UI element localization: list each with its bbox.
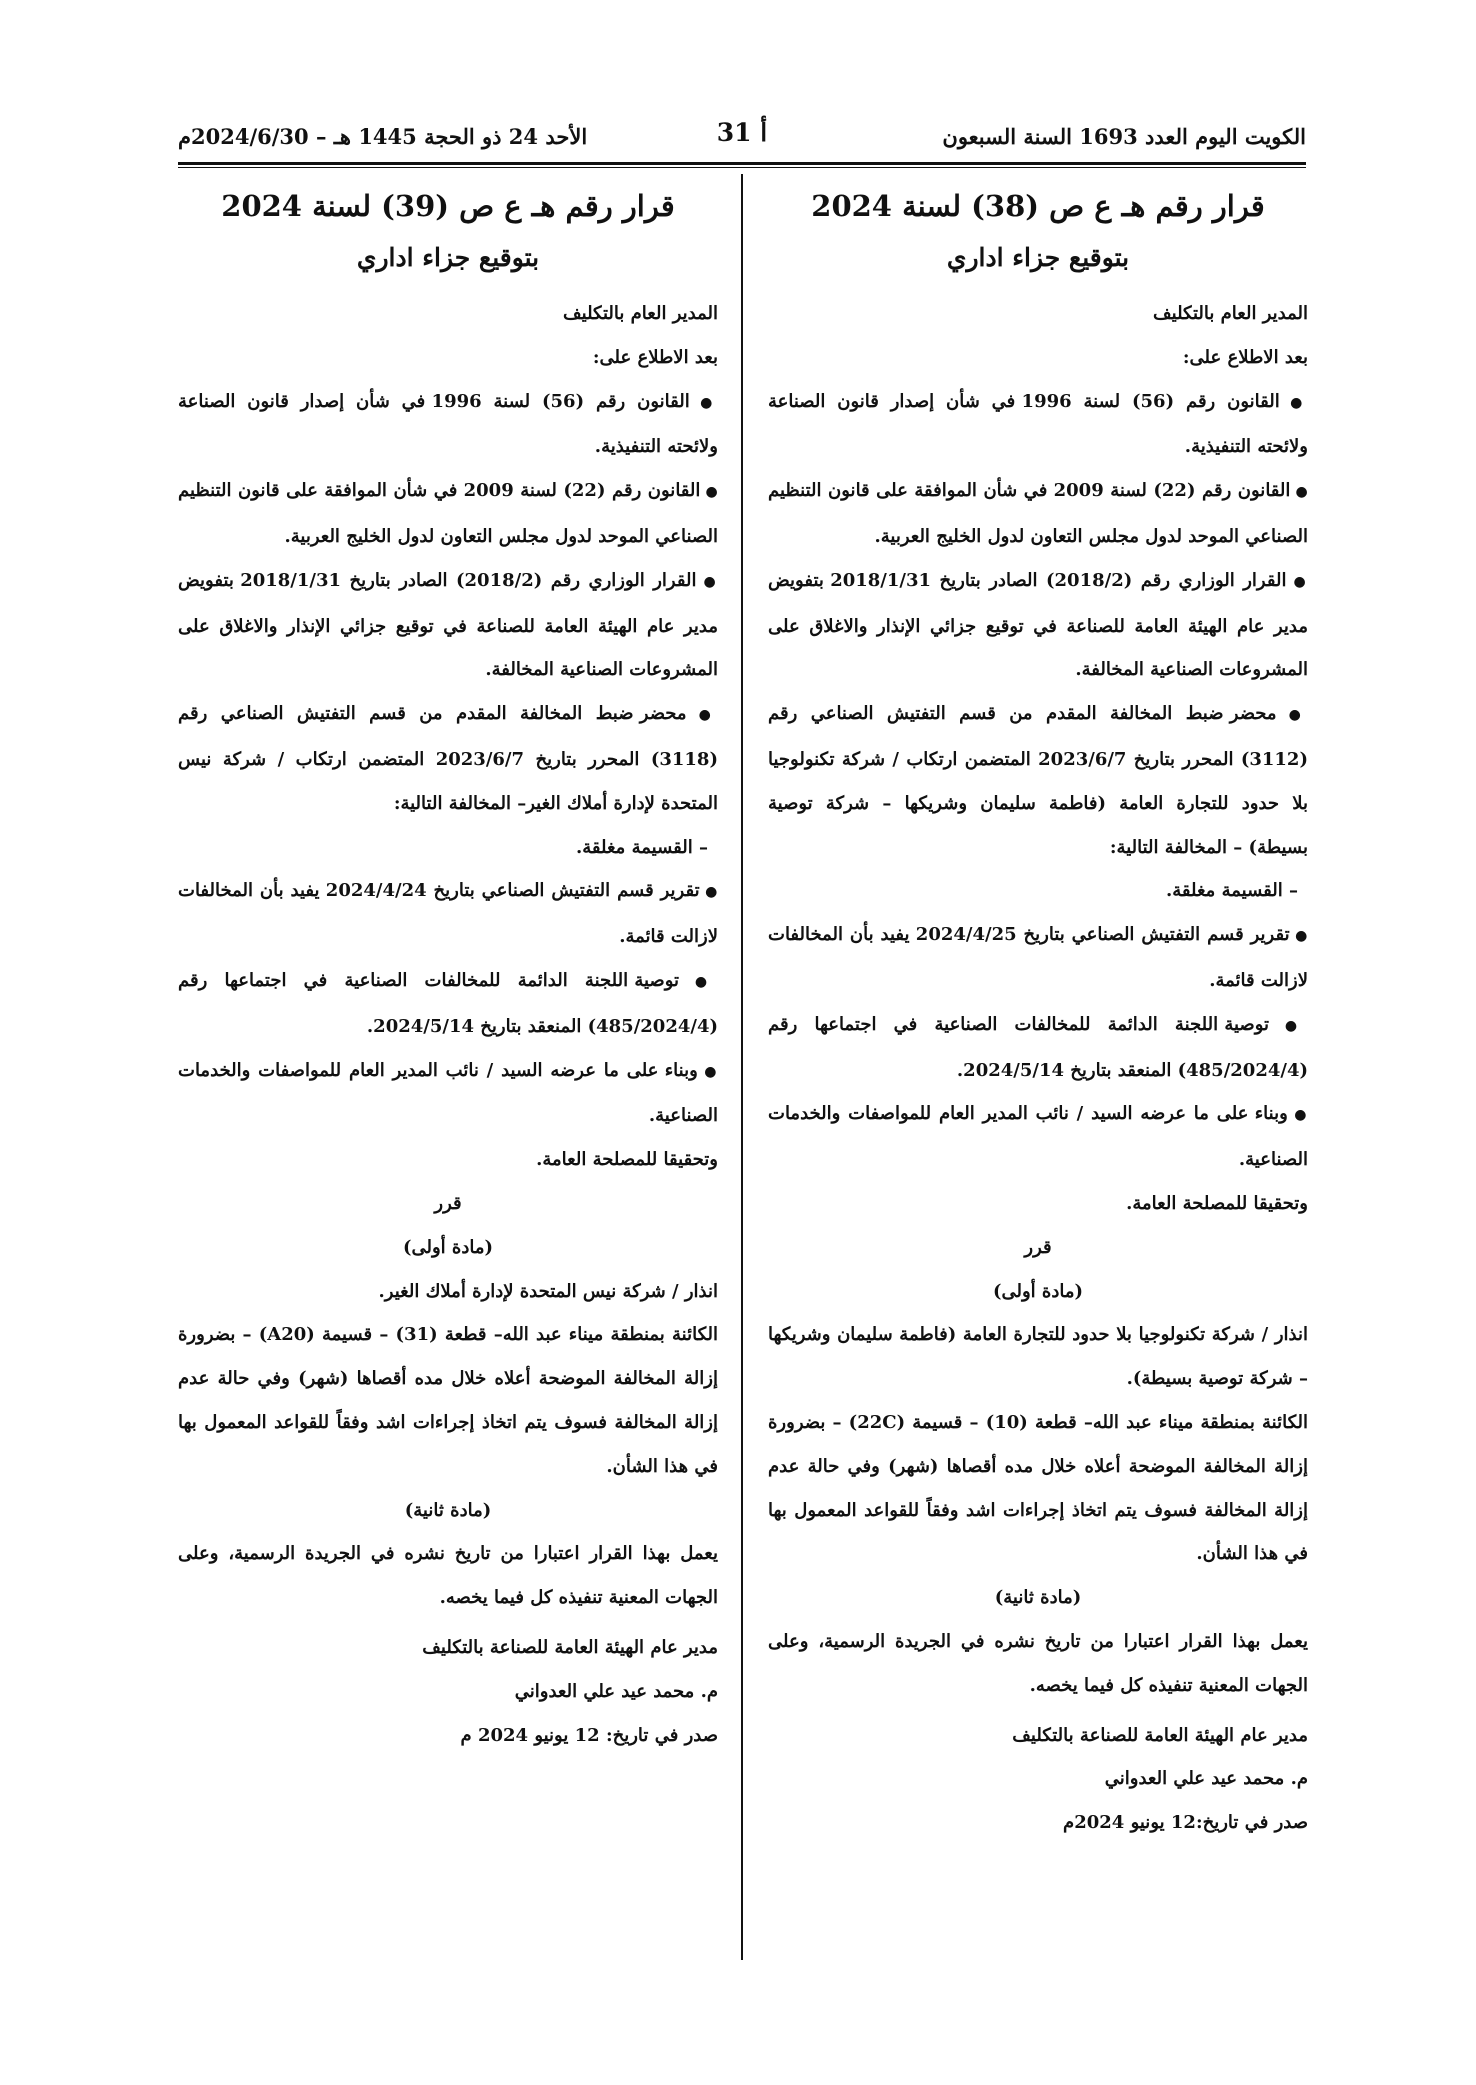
- article-heading: (مادة أولى): [992, 1280, 1084, 1302]
- paragraph: المدير العام بالتكليف: [563, 303, 718, 324]
- header-rule-thin: [178, 167, 1306, 168]
- bullet-paragraph: ● وبناء على ما عرضه السيد / نائب المدير العام للمواصفات والخدمات الصناعية.: [768, 1092, 1308, 1182]
- paragraph: بعد الاطلاع على:: [592, 346, 718, 368]
- page-number: أ 31: [716, 118, 768, 147]
- decision-title: قرار رقم هـ ع ص (39) لسنة 2024: [221, 189, 675, 223]
- bullet-paragraph: ● القانون رقم (22) لسنة 2009 في شأن الموافقة على قانون التنظيم الصناعي الموحد لدول مجلس التعاون لدول الخليج العربية.: [178, 469, 718, 559]
- bullet-paragraph: ● تقرير قسم التفتيش الصناعي بتاريخ 2024/4/24 يفيد بأن المخالفات لازالت قائمة.: [178, 869, 718, 959]
- paragraph: – القسيمة مغلقة.: [1166, 880, 1298, 902]
- bullet-paragraph: ● وبناء على ما عرضه السيد / نائب المدير العام للمواصفات والخدمات الصناعية.: [178, 1049, 718, 1139]
- paragraph: الكائنة بمنطقة ميناء عبد الله– قطعة (31) – قسيمة (A20) – بضرورة إزالة المخالفة الموضحة أعلاه خلال مده أقصاها (شهر) وفي حالة عدم إزالة المخالفة فسوف يتم اتخاذ إجراءات اشد وفقاً للقواعد المعمول بها في هذا الشأن.: [178, 1324, 719, 1477]
- paragraph: يعمل بهذا القرار اعتبارا من تاريخ نشره في الجريدة الرسمية، وعلى الجهات المعنية تنفيذه كل فيما يخصه.: [768, 1630, 1308, 1696]
- decision-38-column: [768, 180, 1308, 1845]
- decision-39-column: [178, 180, 718, 1757]
- paragraph: وتحقيقا للمصلحة العامة.: [536, 1149, 718, 1171]
- decision-subtitle: بتوقيع جزاء اداري: [946, 243, 1130, 272]
- signatory-name: م. محمد عيد علي العدواني: [514, 1680, 718, 1702]
- issue-date-line: صدر في تاريخ: 12 يونيو 2024 م: [460, 1724, 718, 1746]
- article-heading: (مادة ثانية): [994, 1587, 1082, 1609]
- issue-date: الأحد 24 ذو الحجة 1445 هـ – 2024/6/30م: [178, 124, 588, 149]
- paragraph: انذار / شركة تكنولوجيا بلا حدود للتجارة العامة (فاطمة سليمان وشريكها – شركة توصية بسيطة).: [768, 1324, 1308, 1390]
- gazette-issue: الكويت اليوم العدد 1693 السنة السبعون: [942, 124, 1306, 149]
- decision-title: قرار رقم هـ ع ص (38) لسنة 2024: [811, 189, 1265, 223]
- bullet-paragraph: ● القرار الوزاري رقم (2018/2) الصادر بتاريخ 2018/1/31 بتفويض مدير عام الهيئة العامة للصناعة في توقيع جزائي الإنذار والاغلاق على المشروعات الصناعية المخالفة.: [178, 559, 718, 692]
- page-header: [178, 118, 1306, 158]
- signatory-title: مدير عام الهيئة العامة للصناعة بالتكليف: [1012, 1724, 1308, 1746]
- decision-heading: قرر: [1024, 1236, 1052, 1258]
- decision-subtitle: بتوقيع جزاء اداري: [356, 243, 540, 272]
- bullet-paragraph: ● القانون رقم (56) لسنة 1996 في شأن إصدار قانون الصناعة ولائحته التنفيذية.: [178, 380, 718, 470]
- article-heading: (مادة ثانية): [404, 1499, 492, 1521]
- paragraph: بعد الاطلاع على:: [1182, 346, 1308, 368]
- bullet-paragraph: ● القرار الوزاري رقم (2018/2) الصادر بتاريخ 2018/1/31 بتفويض مدير عام الهيئة العامة للصناعة في توقيع جزائي الإنذار والاغلاق على المشروعات الصناعية المخالفة.: [768, 559, 1308, 692]
- bullet-paragraph: ● تقرير قسم التفتيش الصناعي بتاريخ 2024/4/25 يفيد بأن المخالفات لازالت قائمة.: [768, 913, 1308, 1003]
- decision-heading: قرر: [434, 1192, 462, 1214]
- paragraph: – القسيمة مغلقة.: [576, 836, 708, 858]
- bullet-paragraph: ● محضر ضبط المخالفة المقدم من قسم التفتيش الصناعي رقم (3112) المحرر بتاريخ 2023/6/7 المتضمن ارتكاب / شركة تكنولوجيا بلا حدود للتجارة العامة (فاطمة سليمان وشريكها – شركة توصية بسيطة) – المخالفة التالية:: [768, 692, 1308, 869]
- bullet-paragraph: ● القانون رقم (22) لسنة 2009 في شأن الموافقة على قانون التنظيم الصناعي الموحد لدول مجلس التعاون لدول الخليج العربية.: [768, 469, 1308, 559]
- header-rule: [178, 162, 1306, 165]
- paragraph: وتحقيقا للمصلحة العامة.: [1126, 1192, 1308, 1214]
- signatory-title: مدير عام الهيئة العامة للصناعة بالتكليف: [422, 1636, 718, 1658]
- column-divider: [741, 174, 743, 1960]
- paragraph: المدير العام بالتكليف: [1153, 303, 1308, 324]
- paragraph: يعمل بهذا القرار اعتبارا من تاريخ نشره في الجريدة الرسمية، وعلى الجهات المعنية تنفيذه كل فيما يخصه.: [178, 1543, 718, 1609]
- issue-date-line: صدر في تاريخ:12 يونيو 2024م: [1063, 1812, 1308, 1834]
- signatory-name: م. محمد عيد علي العدواني: [1104, 1768, 1308, 1790]
- bullet-paragraph: ● توصية اللجنة الدائمة للمخالفات الصناعية في اجتماعها رقم (485/2024/4) المنعقد بتاريخ 2024/5/14.: [178, 959, 718, 1049]
- article-heading: (مادة أولى): [402, 1236, 494, 1258]
- bullet-paragraph: ● محضر ضبط المخالفة المقدم من قسم التفتيش الصناعي رقم (3118) المحرر بتاريخ 2023/6/7 المتضمن ارتكاب / شركة نيس المتحدة لإدارة أملاك الغير– المخالفة التالية:: [178, 692, 718, 825]
- paragraph: انذار / شركة نيس المتحدة لإدارة أملاك الغير.: [378, 1280, 718, 1302]
- bullet-paragraph: ● توصية اللجنة الدائمة للمخالفات الصناعية في اجتماعها رقم (485/2024/4) المنعقد بتاريخ 2024/5/14.: [768, 1003, 1308, 1093]
- paragraph: الكائنة بمنطقة ميناء عبد الله– قطعة (10) – قسيمة (22C) – بضرورة إزالة المخالفة الموضحة أعلاه خلال مده أقصاها (شهر) وفي حالة عدم إزالة المخالفة فسوف يتم اتخاذ إجراءات اشد وفقاً للقواعد المعمول بها في هذا الشأن.: [768, 1411, 1308, 1565]
- bullet-paragraph: ● القانون رقم (56) لسنة 1996 في شأن إصدار قانون الصناعة ولائحته التنفيذية.: [768, 380, 1308, 470]
